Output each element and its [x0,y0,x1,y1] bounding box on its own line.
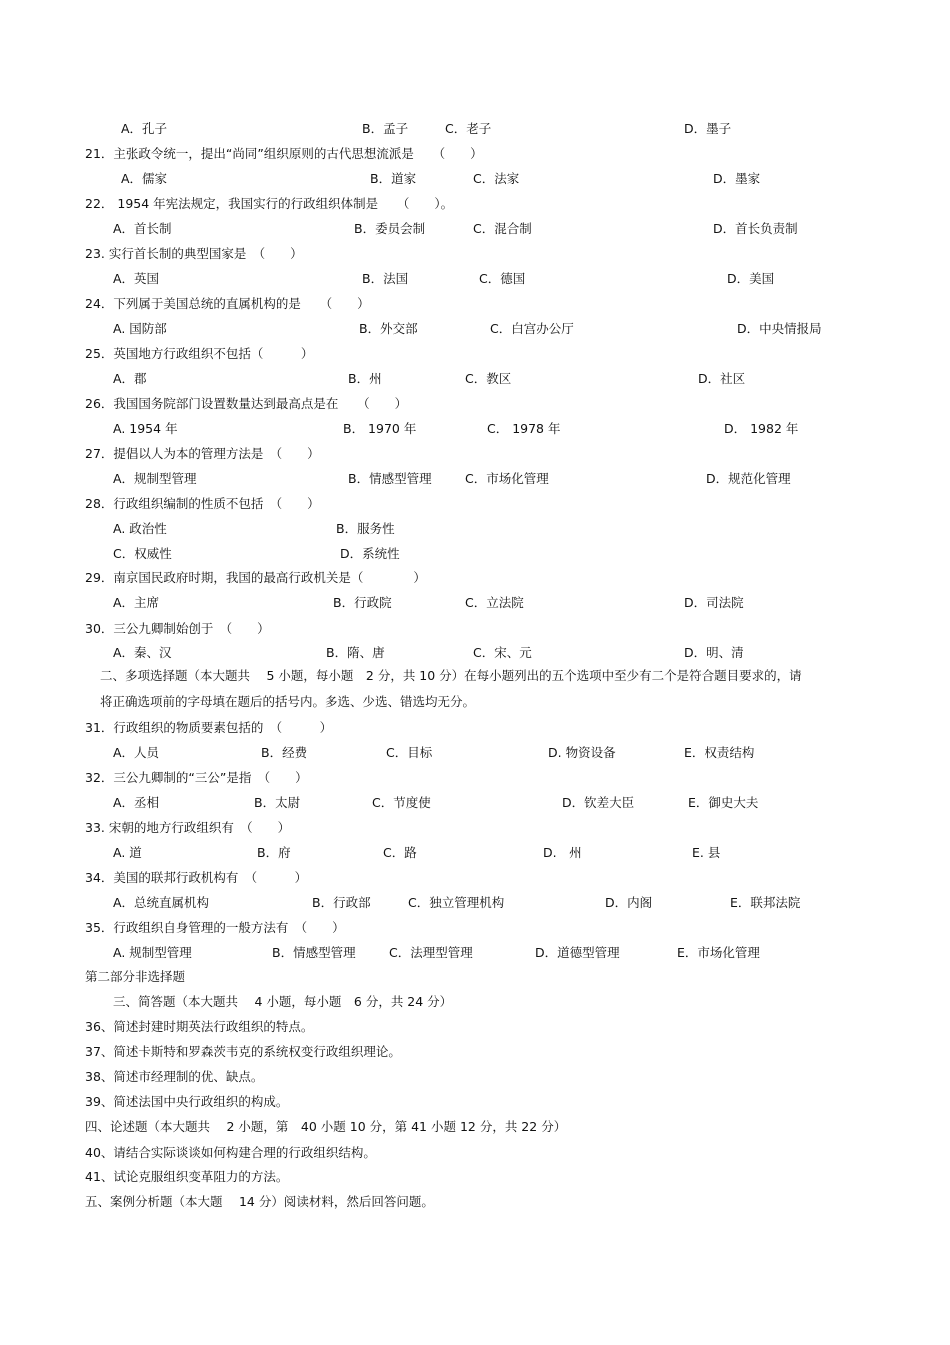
question-line: A．规制型管理 [113,471,197,486]
answer-option: B．行政部 [312,895,371,910]
answer-option: D．美国 [727,271,775,286]
question-line: C．权威性 [113,546,172,561]
question-line: A．孔子 [121,121,168,136]
answer-option: D．规范化管理 [706,471,791,486]
question-line: 29．南京国民政府时期，我国的最高行政机关是（ ） [85,570,426,585]
answer-option: C．法家 [473,171,520,186]
question-line: 30．三公九卿制始创于 （ ） [85,621,270,636]
answer-option: B．府 [257,845,291,860]
answer-option: C． 1978 年 [487,421,561,436]
question-line: 39、简述法国中央行政组织的构成。 [85,1094,289,1109]
question-line: 37、简述卡斯特和罗森茨韦克的系统权变行政组织理论。 [85,1044,401,1059]
question-line: 32．三公九卿制的“三公”是指 （ ） [85,770,308,785]
answer-option: B． 1970 年 [343,421,417,436]
answer-option: C．德国 [479,271,526,286]
question-line: 38、简述市经理制的优、缺点。 [85,1069,264,1084]
answer-option: B．情感型管理 [348,471,432,486]
question-line: 34．美国的联邦行政机构有 （ ） [85,870,308,885]
answer-option: B．太尉 [254,795,301,810]
question-line: 24．下列属于美国总统的直属机构的是 （ ） [85,296,370,311]
answer-option: B．法国 [362,271,409,286]
answer-option: D．墨家 [713,171,761,186]
question-line: 四、论述题（本大题共 2 小题，第 40 小题 10 分，第 41 小题 12 分，共 22 分） [85,1119,567,1134]
question-line: 三、简答题（本大题共 4 小题，每小题 6 分，共 24 分） [113,994,453,1009]
question-line: 将正确选项前的字母填在题后的括号内。多选、少选、错选均无分。 [100,694,476,709]
answer-option: C．立法院 [465,595,524,610]
answer-option: C．路 [383,845,417,860]
answer-option: D．内阁 [605,895,653,910]
answer-option: E．联邦法院 [730,895,801,910]
answer-option: C．市场化管理 [465,471,549,486]
answer-option: D． 1982 年 [724,421,799,436]
question-line: 25．英国地方行政组织不包括（ ） [85,346,314,361]
answer-option: B．委员会制 [354,221,426,236]
question-line: A．郡 [113,371,147,386]
question-line: 41、试论克服组织变革阻力的方法。 [85,1169,289,1184]
question-line: A. 1954 年 [113,421,178,436]
question-line: A．儒家 [121,171,168,186]
question-line: A．秦、汉 [113,645,172,660]
answer-option: D．道德型管理 [535,945,620,960]
question-line: 28．行政组织编制的性质不包括 （ ） [85,496,320,511]
question-line: A. 规制型管理 [113,945,192,960]
answer-option: D．钦差大臣 [562,795,635,810]
answer-option: C．混合制 [473,221,532,236]
question-line: 22． 1954 年宪法规定，我国实行的行政组织体制是 （ ）。 [85,196,454,211]
question-line: 35．行政组织自身管理的一般方法有 （ ） [85,920,345,935]
answer-option: E．权责结构 [684,745,755,760]
question-line: 40、请结合实际谈谈如何构建合理的行政组织结构。 [85,1145,376,1160]
question-line: 二、多项选择题（本大题共 5 小题，每小题 2 分，共 10 分）在每小题列出的五个选项中至少有二个是符合题目要求的，请 [100,668,802,683]
question-line: A. 道 [113,845,142,860]
answer-option: B．州 [348,371,382,386]
question-line: 五、案例分析题（本大题 14 分）阅读材料，然后回答问题。 [85,1194,434,1209]
question-line: A. 国防部 [113,321,167,336]
answer-option: B．外交部 [359,321,418,336]
answer-option: D．社区 [698,371,746,386]
answer-option: D. 州 [543,845,582,860]
answer-option: C．白宫办公厅 [490,321,574,336]
answer-option: C．独立管理机构 [408,895,505,910]
answer-option: B．经费 [261,745,308,760]
question-line: 31．行政组织的物质要素包括的 （ ） [85,720,333,735]
question-line: 21．主张政令统一，提出“尚同”组织原则的古代思想流派是 （ ） [85,146,483,161]
question-line: A．主席 [113,595,160,610]
answer-option: C．老子 [445,121,492,136]
answer-option: B．服务性 [336,521,395,536]
question-line: 26．我国国务院部门设置数量达到最高点是在 （ ） [85,396,408,411]
answer-option: C．法理型管理 [389,945,473,960]
answer-option: D．明、清 [684,645,744,660]
answer-option: E．御史大夫 [688,795,759,810]
question-line: 36、简述封建时期英法行政组织的特点。 [85,1019,314,1034]
question-line: A．丞相 [113,795,160,810]
question-line: A. 政治性 [113,521,167,536]
question-line: 33. 宋朝的地方行政组织有 （ ） [85,820,291,835]
answer-option: D．系统性 [340,546,400,561]
answer-option: C．目标 [386,745,433,760]
question-line: 第二部分非选择题 [85,969,186,984]
answer-option: B．道家 [370,171,417,186]
answer-option: C．节度使 [372,795,431,810]
answer-option: D. 物资设备 [548,745,616,760]
question-line: A．人员 [113,745,160,760]
question-line: 27．提倡以人为本的管理方法是 （ ） [85,446,320,461]
question-line: A．英国 [113,271,160,286]
answer-option: C．宋、元 [473,645,532,660]
answer-option: C．教区 [465,371,512,386]
question-line: 23. 实行首长制的典型国家是 （ ） [85,246,303,261]
answer-option: D．首长负责制 [713,221,798,236]
answer-option: D．墨子 [684,121,732,136]
answer-option: D．中央情报局 [737,321,822,336]
answer-option: B．行政院 [333,595,392,610]
answer-option: B．隋、唐 [326,645,385,660]
answer-option: E．市场化管理 [677,945,760,960]
answer-option: B．孟子 [362,121,409,136]
question-line: A．首长制 [113,221,172,236]
answer-option: E. 县 [692,845,721,860]
answer-option: D．司法院 [684,595,744,610]
question-line: A．总统直属机构 [113,895,210,910]
answer-option: B．情感型管理 [272,945,356,960]
